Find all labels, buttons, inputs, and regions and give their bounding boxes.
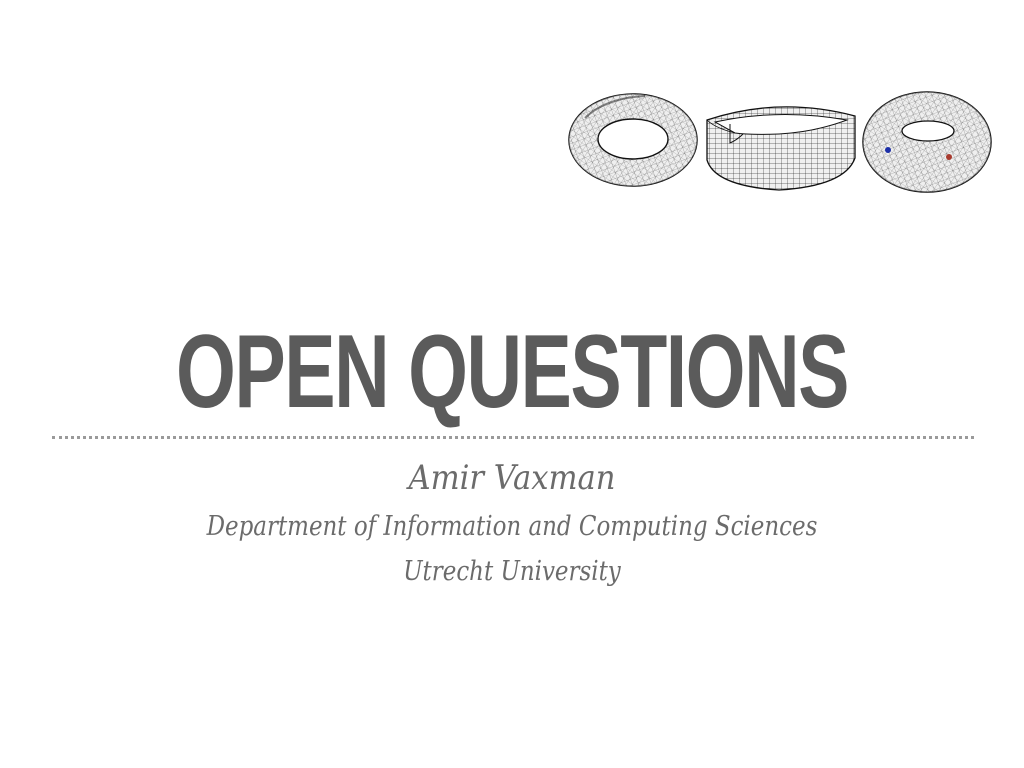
dotted-divider bbox=[52, 436, 974, 439]
university-name: Utrecht University bbox=[403, 556, 621, 587]
department-name: Department of Information and Computing Sciences bbox=[206, 511, 818, 542]
red-point bbox=[946, 154, 952, 160]
twisted-band-wireframe bbox=[707, 107, 855, 190]
slide-title: OPEN QUESTIONS bbox=[175, 314, 849, 430]
mesh-figures bbox=[565, 88, 993, 206]
torus-wireframe-2 bbox=[863, 92, 991, 192]
torus-wireframe-1 bbox=[569, 94, 697, 186]
author-name: Amir Vaxman bbox=[408, 458, 616, 498]
blue-point bbox=[885, 147, 891, 153]
